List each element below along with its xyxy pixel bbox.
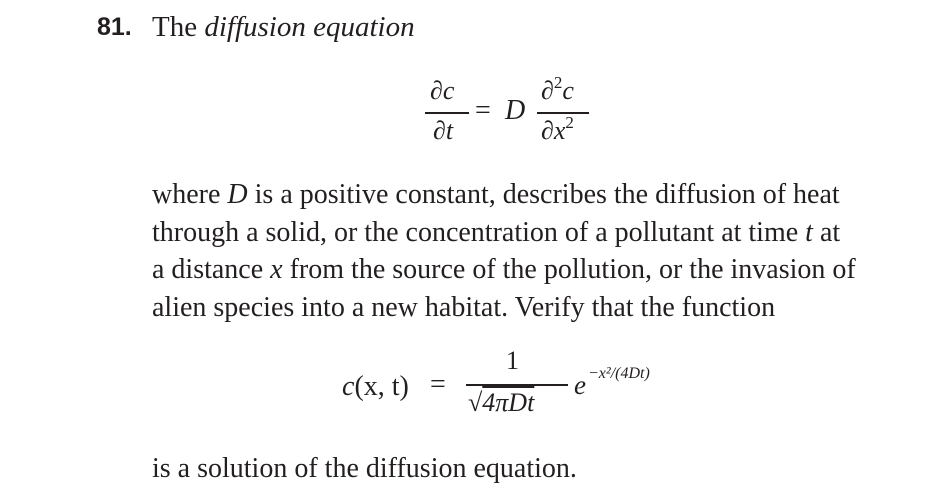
line1-text-b: is a positive constant, describes the diffusion of heat (247, 179, 840, 210)
closing-text: is a solution of the diffusion equation. (152, 453, 577, 484)
rhs-fraction-bar (537, 112, 589, 114)
intro-term: diffusion equation (204, 11, 415, 43)
lhs-denominator: ∂t (433, 116, 454, 145)
paragraph-line-3 (152, 251, 912, 289)
paragraph-line-1 (152, 176, 912, 214)
exponential-exponent: −x²/(4Dt) (588, 365, 650, 382)
paragraph-line-4: alien species into a new habitat. Verify that the function (152, 291, 776, 323)
exponential-base: e (574, 370, 586, 400)
rhs-numerator (541, 73, 574, 106)
line3-text-b: from the source of the pollution, or the invasion of (282, 254, 856, 285)
fraction-denominator (468, 388, 534, 418)
diffusion-coefficient: D (505, 95, 526, 126)
fraction-numerator: 1 (506, 346, 519, 375)
function-lhs (342, 371, 409, 403)
radicand: 4πDt (482, 388, 535, 417)
rhs-numerator-exponent: 2 (553, 73, 563, 92)
line1-text-a: where (152, 179, 228, 210)
rhs-numerator-base: ∂ (541, 76, 554, 105)
description-paragraph (152, 176, 912, 326)
equals-sign: = (430, 369, 446, 400)
line2-text-b: at (812, 216, 841, 248)
function-name: c (342, 371, 355, 402)
equals-sign: = (475, 95, 491, 126)
var-t: t (805, 216, 813, 248)
sqrt-icon: √ (468, 388, 483, 417)
function-args: (x, t) (354, 371, 409, 402)
rhs-denominator-base: ∂x (541, 116, 566, 145)
line2-text-a: through a solid, or the concentration of a pollutant at time (152, 216, 806, 248)
fraction-bar (466, 384, 568, 386)
paragraph-line-2 (152, 214, 912, 252)
exercise-intro (152, 11, 415, 44)
var-x: x (270, 254, 283, 285)
rhs-numerator-var: c (562, 76, 574, 105)
intro-prefix: The (152, 11, 205, 43)
exercise-number: 81. (97, 13, 132, 41)
var-D: D (227, 179, 248, 210)
lhs-numerator: ∂c (430, 76, 455, 105)
rhs-denominator (541, 113, 574, 146)
rhs-denominator-exponent: 2 (565, 113, 574, 132)
line3-text-a: a distance (152, 254, 271, 285)
lhs-fraction-bar (425, 112, 469, 114)
